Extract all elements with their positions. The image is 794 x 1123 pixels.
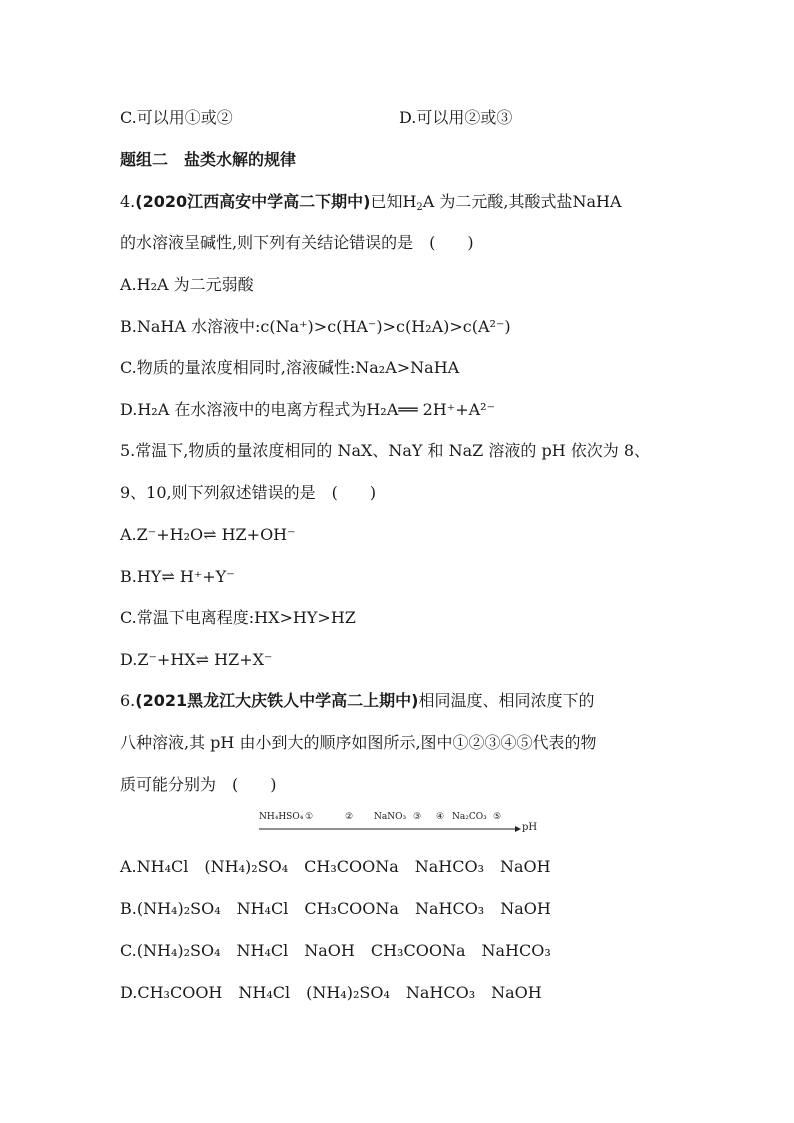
q5-option-a: A.Z⁻+H₂O⇌ HZ+OH⁻ xyxy=(120,525,296,544)
q6-stem-line-3 xyxy=(120,775,277,795)
q6-stem-1: 相同温度、相同浓度下的 xyxy=(418,691,595,710)
q6-number: 6. xyxy=(120,691,136,710)
q6-stem-line-1 xyxy=(120,691,594,711)
q6-source: (2021黑龙江大庆铁人中学高二上期中) xyxy=(135,691,419,710)
q4-stem-2: 的水溶液呈碱性,则下列有关结论错误的是 xyxy=(120,233,414,252)
q4-option-a: A.H₂A 为二元弱酸 xyxy=(120,275,254,294)
q6-option-c: C.(NH₄)₂SO₄ NH₄Cl NaOH CH₃COONa NaHCO₃ xyxy=(120,941,551,960)
q6-stem-3: 质可能分别为 xyxy=(120,775,217,794)
q5-option-d: D.Z⁻+HX⇌ HZ+X⁻ xyxy=(120,650,273,669)
q5-option-b: B.HY⇌ H⁺+Y⁻ xyxy=(120,567,235,586)
q5-option-c: C.常温下电离程度:HX>HY>HZ xyxy=(120,608,356,627)
q5-stem-line-2 xyxy=(120,483,376,503)
q4-option-c: C.物质的量浓度相同时,溶液碱性:Na₂A>NaHA xyxy=(120,358,460,377)
ph-axis-label: pH xyxy=(522,822,538,833)
ph-order-figure xyxy=(259,810,539,840)
scale-marker-1: ① xyxy=(305,812,314,822)
q4-answer-paren: ( ) xyxy=(429,233,474,252)
q4-stem-1a: 已知H xyxy=(370,192,417,211)
q3-option-c: C.可以用①或② xyxy=(120,108,233,127)
q5-stem-line-1: 5.常温下,物质的量浓度相同的 NaX、NaY 和 NaZ 溶液的 pH 依次为 8、 xyxy=(120,441,651,460)
q6-answer-paren: ( ) xyxy=(232,775,277,794)
scale-marker-4: ④ xyxy=(436,812,445,822)
q6-stem-line-2: 八种溶液,其 pH 由小到大的顺序如图所示,图中①②③④⑤代表的物 xyxy=(120,733,597,752)
ph-axis-arrow xyxy=(259,824,521,834)
q4-source: (2020江西高安中学高二下期中) xyxy=(135,192,371,211)
scale-marker-5: ⑤ xyxy=(493,812,502,822)
q4-stem-line-1: 4.(2020江西高安中学高二下期中)已知$H_2A$ 为二元酸,其酸式盐NaHA xyxy=(120,192,622,213)
q4-stem-line-2 xyxy=(120,233,474,253)
q4-option-d: D.H₂A 在水溶液中的电离方程式为H₂A══ 2H⁺+A²⁻ xyxy=(120,400,496,419)
scale-marker-3: ③ xyxy=(413,812,422,822)
q6-option-a: A.NH₄Cl (NH₄)₂SO₄ CH₃COONa NaHCO₃ NaOH xyxy=(120,857,551,876)
q6-option-b: B.(NH₄)₂SO₄ NH₄Cl CH₃COONa NaHCO₃ NaOH xyxy=(120,899,551,918)
q6-option-d: D.CH₃COOH NH₄Cl (NH₄)₂SO₄ NaHCO₃ NaOH xyxy=(120,983,542,1002)
q3-option-d: D.可以用②或③ xyxy=(399,108,513,127)
section-title: 题组二 盐类水解的规律 xyxy=(120,150,297,169)
q5-answer-paren: ( ) xyxy=(331,483,377,502)
scale-marker-2: ② xyxy=(345,812,354,822)
scale-label-na2co3: Na₂CO₃ xyxy=(452,812,487,822)
q4-option-b: B.NaHA 水溶液中:c(Na⁺)>c(HA⁻)>c(H₂A)>c(A²⁻) xyxy=(120,317,511,336)
scale-label-nh4hso4: NH₄HSO₄ xyxy=(259,812,304,822)
q5-stem-2: 9、10,则下列叙述错误的是 xyxy=(120,483,316,502)
q4-stem-1b: A 为二元酸,其酸式盐NaHA xyxy=(422,192,622,211)
scale-label-nano3: NaNO₃ xyxy=(374,812,407,822)
q4-number: 4. xyxy=(120,192,136,211)
